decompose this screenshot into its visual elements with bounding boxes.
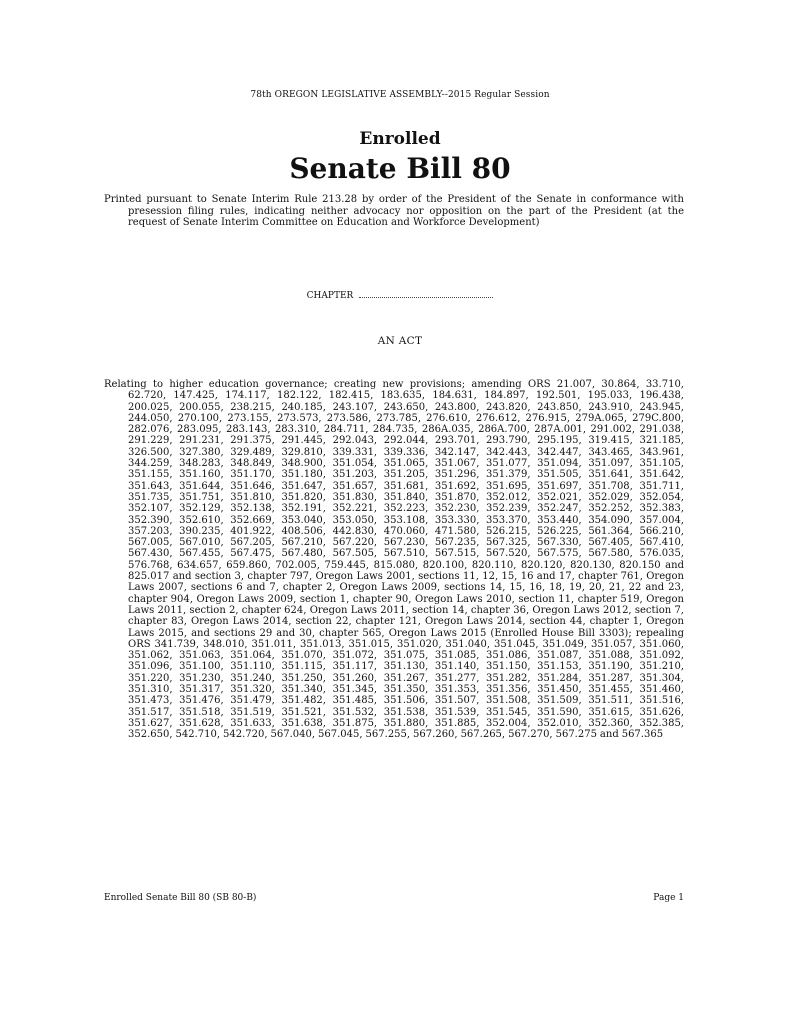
relating-clause: Relating to higher education governance; creating new provisions; amending ORS 21.007, 30.864, 33.710, 62.720, 147.425, 174.117, 182.122, 182.415, 183.635, 184.631, 184.897, 192.501, 195.033, 196.438, 200.025, 200.055, 238.215, 240.185, 243.107, 243.650, 243.800, 243.820, 243.850, 243.910, 243.945, 244.050, 270.100, 273.155, 273.573, 273.586, 273.785, 276.610, 276.612, 276.915, 279A.065, 279C.800, 282.076, 283.095, 283.143, 283.310, 284.711, 284.735, 286A.035, 286A.700, 287A.001, 291.002, 291.038, 291.229, 291.231, 291.375, 291.445, 292.043, 292.044, 293.701, 293.790, 295.195, 319.415, 321.185, 326.500, 327.380, 329.489, 329.810, 339.331, 339.336, 342.147, 342.443, 342.447, 343.465, 343.961, 344.259, 348.283, 348.849, 348.900, 351.054, 351.065, 351.067, 351.077, 351.094, 351.097, 351.105, 351.155, 351.160, 351.170, 351.180, 351.203, 351.205, 351.296, 351.379, 351.505, 351.641, 351.642, 351.643, 351.644, 351.646, 351.647, 351.657, 351.681, 351.692, 351.695, 351.697, 351.708, 351.711, 351.735, 351.751, 351.810, 351.820, 351.830, 351.840, 351.870, 352.012, 352.021, 352.029, 352.054, 352.107, 352.129, 352.138, 352.191, 352.221, 352.223, 352.230, 352.239, 352.247, 352.252, 352.383, 352.390, 352.610, 352.669, 353.040, 353.050, 353.108, 353.330, 353.370, 353.440, 354.090, 357.004, 357.203, 390.235, 401.922, 408.506, 442.830, 470.060, 471.580, 526.215, 526.225, 561.364, 566.210, 567.005, 567.010, 567.205, 567.210, 567.220, 567.230, 567.235, 567.325, 567.330, 567.405, 567.410, 567.430, 567.455, 567.475, 567.480, 567.505, 567.510, 567.515, 567.520, 567.575, 567.580, 576.035, 576.768, 634.657, 659.860, 702.005, 759.445, 815.080, 820.100, 820.110, 820.120, 820.130, 820.150 and 825.017 and section 3, chapter 797, Oregon Laws 2001, sections 11, 12, 15, 16 and 17, chapter 761, Oregon Laws 2007, sections 6 and 7, chapter 2, Oregon Laws 2009, sections 14, 15, 16, 18, 19, 20, 21, 22 and 23, chapter 904, Oregon Laws 2009, section 1, chapter 90, Oregon Laws 2010, section 11, chapter 519, Oregon Laws 2011, section 2, chapter 624, Oregon Laws 2011, section 14, chapter 36, Oregon Laws 2012, section 7, chapter 83, Oregon Laws 2014, section 22, chapter 121, Oregon Laws 2014, section 44, chapter 1, Oregon Laws 2015, and sections 29 and 30, chapter 565, Oregon Laws 2015 (Enrolled House Bill 3303); repealing ORS 341.739, 348.010, 351.011, 351.013, 351.015, 351.020, 351.040, 351.045, 351.049, 351.057, 351.060, 351.062, 351.063, 351.064, 351.070, 351.072, 351.075, 351.085, 351.086, 351.087, 351.088, 351.092, 351.096, 351.100, 351.110, 351.115, 351.117, 351.130, 351.140, 351.150, 351.153, 351.190, 351.210, 351.220, 351.230, 351.240, 351.250, 351.260, 351.267, 351.277, 351.282, 351.284, 351.287, 351.304, 351.310, 351.317, 351.320, 351.340, 351.345, 351.350, 351.353, 351.356, 351.450, 351.455, 351.460, 351.473, 351.476, 351.479, 351.482, 351.485, 351.506, 351.507, 351.508, 351.509, 351.511, 351.516, 351.517, 351.518, 351.519, 351.521, 351.532, 351.538, 351.539, 351.545, 351.590, 351.615, 351.626, 351.627, 351.628, 351.633, 351.638, 351.875, 351.880, 351.885, 352.004, 352.010, 352.360, 352.385, 352.650, 542.710, 542.720, 567.040, 567.045, 567.255, 567.260, 567.265, 567.270, 567.275 and 567.365 — [104, 379, 684, 741]
session-header: 78th OREGON LEGISLATIVE ASSEMBLY--2015 Regular Session — [250, 90, 550, 100]
chapter-line — [0, 289, 800, 301]
footer-page-number: Page 1 — [653, 893, 684, 903]
act-heading: AN ACT — [377, 335, 423, 347]
page-title: Senate Bill 80 — [289, 152, 511, 185]
enrolled-label: Enrolled — [359, 129, 441, 149]
printed-pursuant-note: Printed pursuant to Senate Interim Rule 213.28 by order of the President of the Senate in conformance with presession filing rules, indicating neither advocacy nor opposition on the part of the President (at the request of Senate Interim Committee on Education and Workforce Development) — [104, 194, 684, 229]
footer-bill-id: Enrolled Senate Bill 80 (SB 80-B) — [104, 893, 257, 903]
chapter-label: CHAPTER — [306, 291, 354, 301]
chapter-blank — [359, 289, 493, 298]
